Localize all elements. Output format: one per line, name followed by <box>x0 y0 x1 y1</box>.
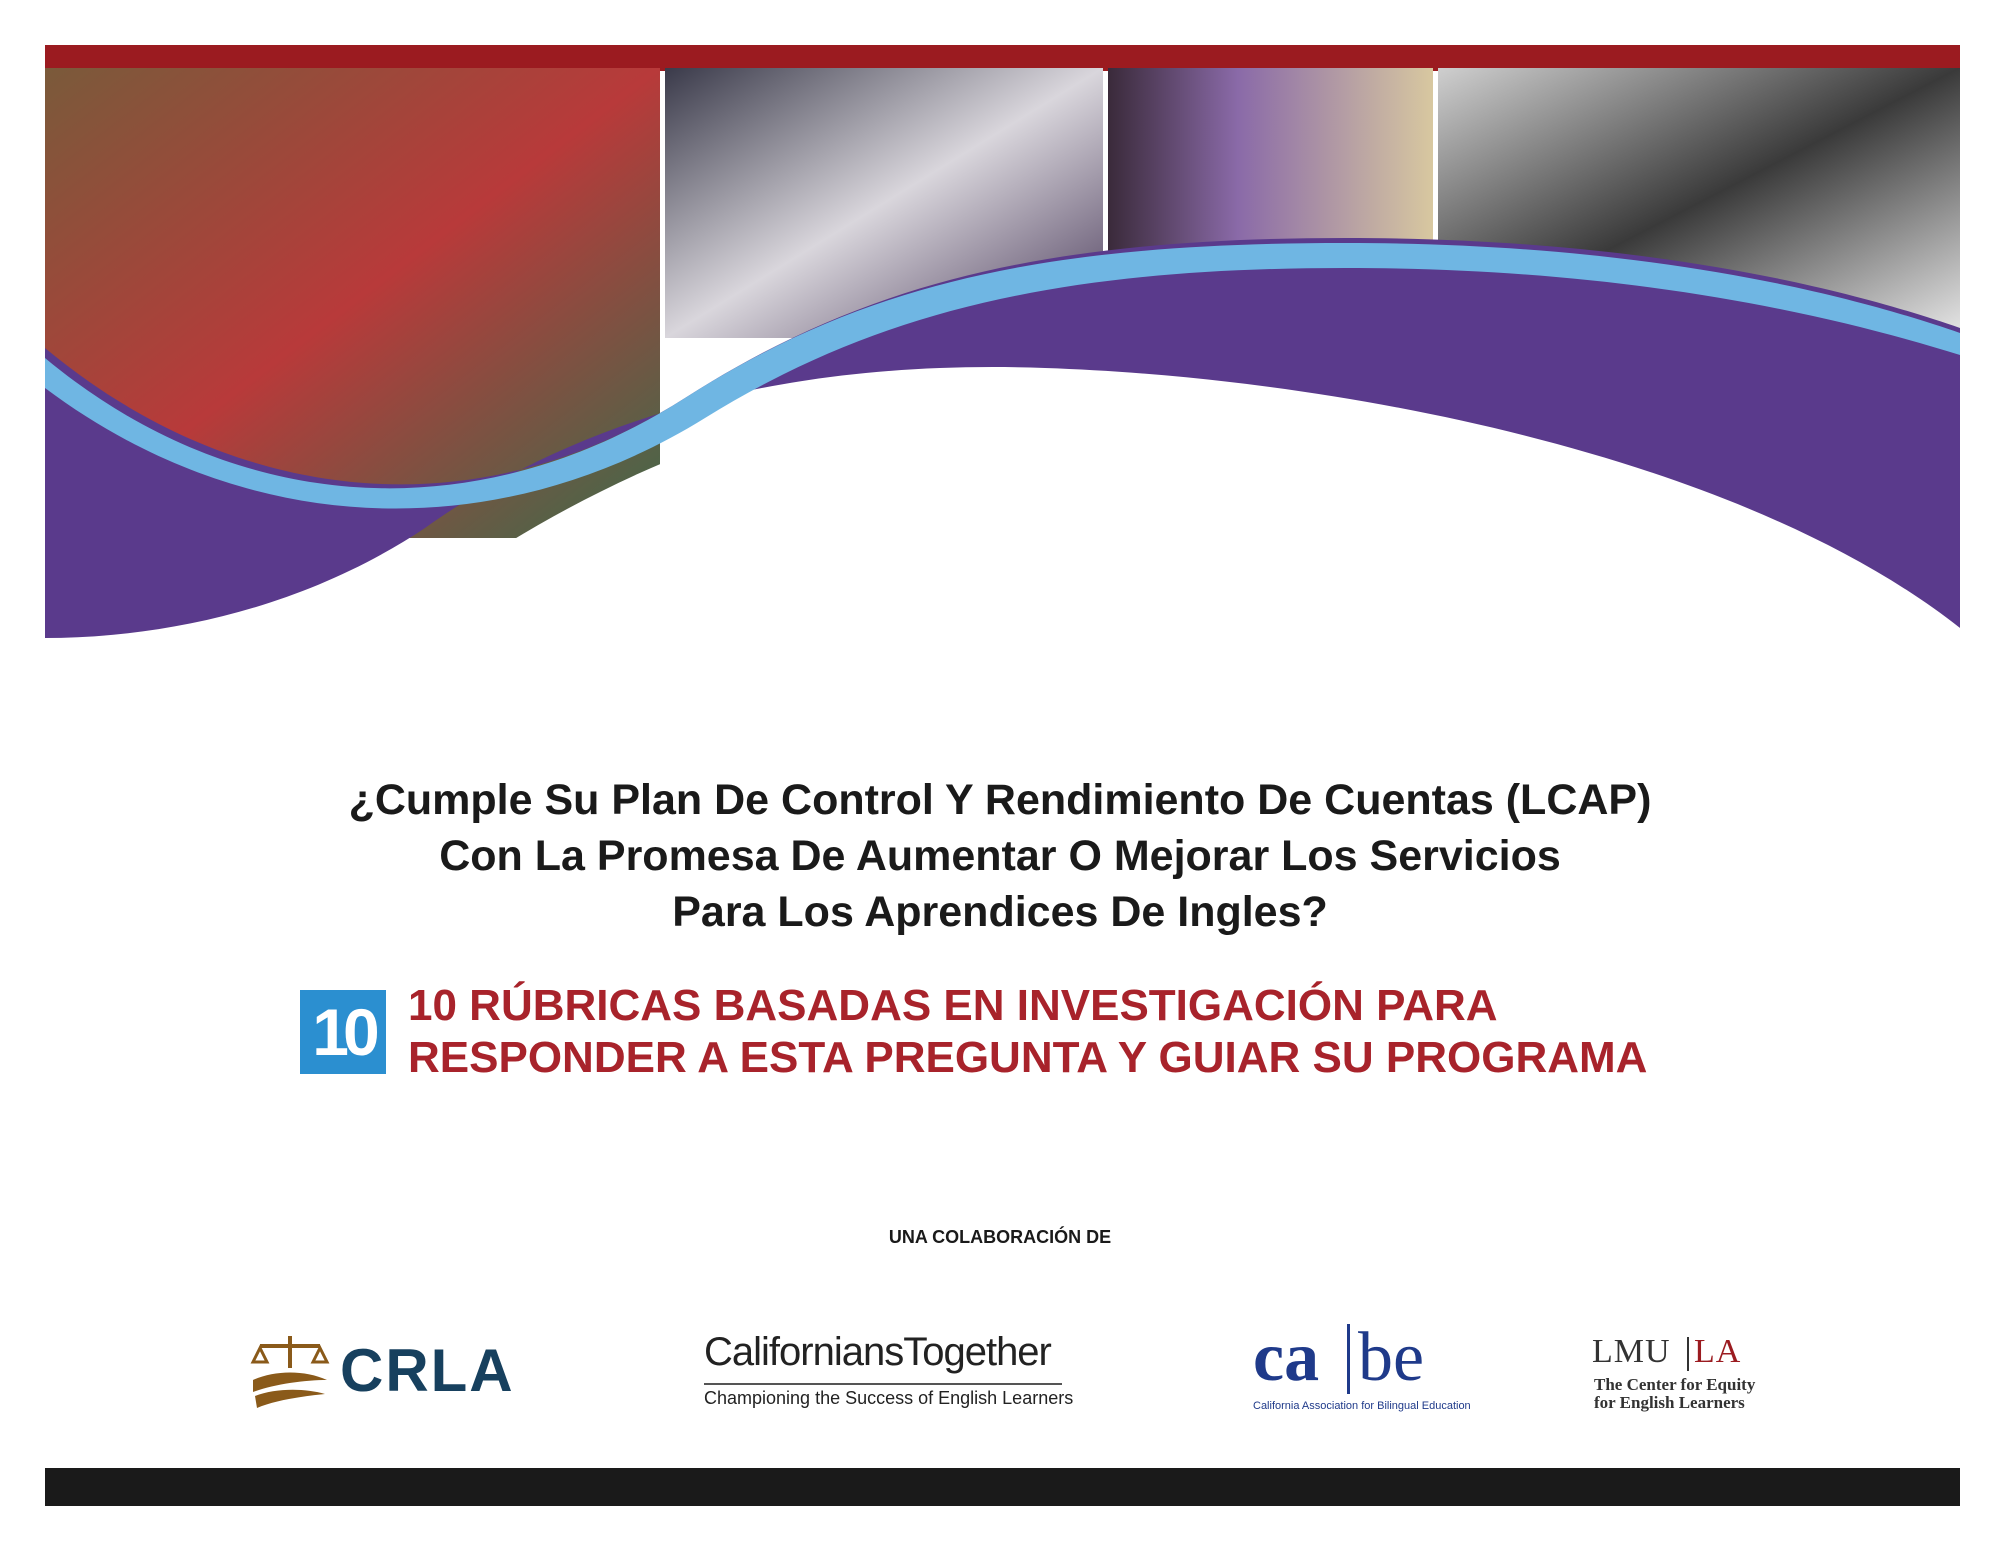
cabe-logo <box>1253 1318 1471 1418</box>
crla-logo <box>245 1328 515 1418</box>
collaboration-label: UNA COLABORACIÓN DE <box>888 1227 1112 1247</box>
lmu-tagline-2: for English Learners <box>1594 1393 1745 1412</box>
scales-icon <box>245 1328 335 1418</box>
cabe-divider <box>1347 1324 1350 1394</box>
subtitle-line-1: 10 RÚBRICAS BASADAS EN INVESTIGACIÓN PARA <box>408 981 1498 1030</box>
title-line-2: Con La Promesa De Aumentar O Mejorar Los Servicios <box>439 832 1561 880</box>
subtitle-line-2: RESPONDER A ESTA PREGUNTA Y GUIAR SU PROGRAMA <box>408 1033 1648 1082</box>
title-line-1: ¿Cumple Su Plan De Control Y Rendimiento De Cuentas (LCAP) <box>348 776 1652 824</box>
title-line-3: Para Los Aprendices De Ingles? <box>672 888 1328 936</box>
cabe-be-text: be <box>1358 1319 1425 1396</box>
cabe-tagline: California Association for Bilingual Education <box>1253 1400 1471 1412</box>
cabe-ca-text: ca <box>1253 1319 1320 1396</box>
ct-tagline: Championing the Success of English Learners <box>704 1388 1074 1408</box>
lmu-la-logo <box>1592 1333 1792 1423</box>
la-text: LA <box>1694 1333 1742 1370</box>
ct-divider <box>704 1383 1062 1385</box>
crla-wordmark: CRLA <box>340 1337 515 1404</box>
hero-banner <box>45 68 1960 688</box>
lmu-tagline-1: The Center for Equity <box>1594 1375 1756 1394</box>
lmu-divider <box>1687 1337 1689 1371</box>
bottom-bar <box>45 1468 1960 1506</box>
rubrics-subtitle <box>408 980 1647 1084</box>
lmu-text: LMU <box>1592 1333 1671 1370</box>
californians-together-logo <box>700 1330 1074 1420</box>
ct-wordmark: CaliforniansTogether <box>704 1330 1051 1374</box>
lcap-question-title <box>200 772 1800 940</box>
number-badge: 10 <box>300 990 386 1074</box>
